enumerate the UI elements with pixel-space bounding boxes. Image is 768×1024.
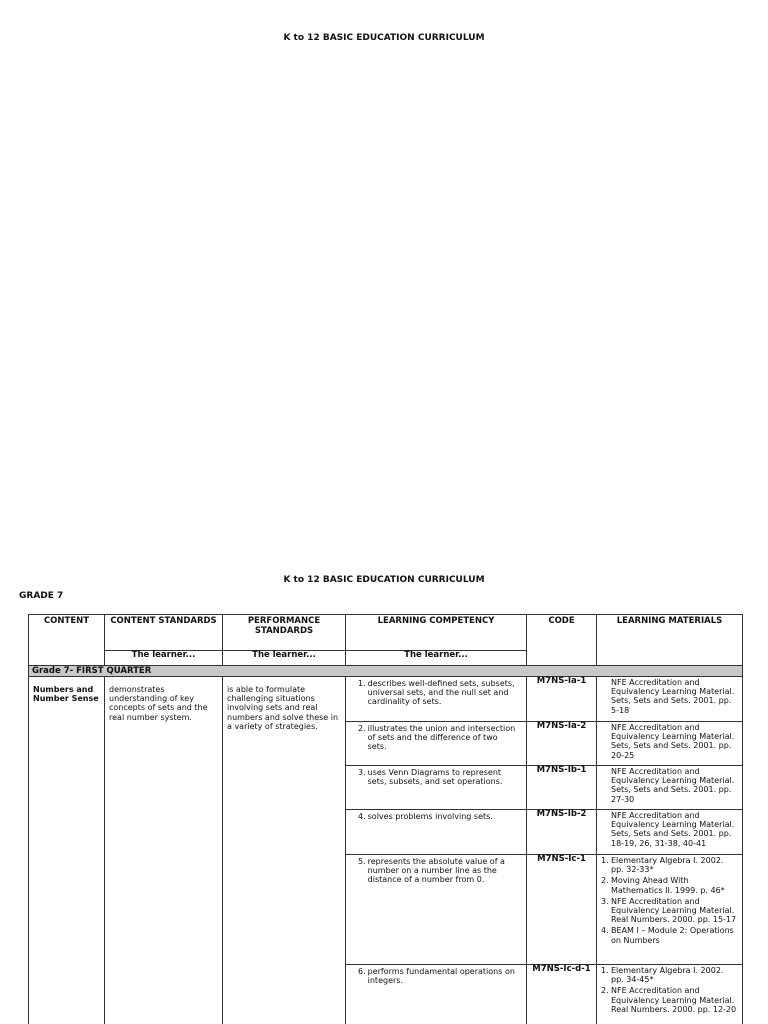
competency-cell: 6. performs fundamental operations on integers. [346,965,527,1024]
table-row [29,677,743,722]
performance-standard-cell: is able to formulate challenging situations involving sets and real numbers and solve these in a variety of strategies. [223,677,346,1024]
competency-cell: 5. represents the absolute value of a number on a number line as the distance of a number from 0. [346,855,527,965]
competency-cell: 1. describes well-defined sets, subsets, universal sets, and the null set and cardinality of sets. [346,677,527,722]
header-learning-materials: LEARNING MATERIALS [597,615,743,666]
code-cell: M7NS-Ic-d-1 [527,965,597,1024]
grade-label: GRADE 7 [19,591,64,601]
code-cell: M7NS-Ib-1 [527,766,597,810]
header-performance-standards: PERFORMANCE STANDARDS [223,615,346,651]
materials-cell: NFE Accreditation and Equivalency Learning Material. Sets, Sets and Sets. 2001. pp. 20-25 [597,722,743,766]
materials-cell [597,855,743,965]
materials-cell [597,965,743,1024]
curriculum-table [28,614,743,1024]
materials-cell: NFE Accreditation and Equivalency Learning Material. Sets, Sets and Sets. 2001. pp. 27-30 [597,766,743,810]
code-cell: M7NS-Ic-1 [527,855,597,965]
competency-cell: 2. illustrates the union and intersection of sets and the difference of two sets. [346,722,527,766]
competency-cell: 3. uses Venn Diagrams to represent sets, subsets, and set operations. [346,766,527,810]
header-learning-competency: LEARNING COMPETENCY [346,615,527,651]
list-item: 2. Moving Ahead With Mathematics II. 1999. p. 46* [601,876,725,895]
code-cell: M7NS-Ia-1 [527,677,597,722]
list-item: 1. Elementary Algebra I. 2002. pp. 34-45* [601,966,724,985]
page-header: K to 12 BASIC EDUCATION CURRICULUM [283,33,485,43]
list-item: 1. Elementary Algebra I. 2002. pp. 32-33* [601,856,724,875]
materials-cell: NFE Accreditation and Equivalency Learning Material. Sets, Sets and Sets. 2001. pp. 5-18 [597,677,743,722]
content-cell: Numbers and Number Sense [29,677,105,1024]
content-standard-cell: demonstrates understanding of key concepts of sets and the real number system. [105,677,223,1024]
materials-cell: NFE Accreditation and Equivalency Learning Material. Sets, Sets and Sets. 2001. pp. 18-19, 26, 31-38, 40-41 [597,810,743,855]
code-cell: M7NS-Ia-2 [527,722,597,766]
page-header: K to 12 BASIC EDUCATION CURRICULUM [283,575,485,585]
quarter-label: Grade 7- FIRST QUARTER [29,666,743,677]
competency-cell: 4. solves problems involving sets. [346,810,527,855]
list-item: 4. BEAM I – Module 2: Operations on Numbers [601,926,734,945]
learner-label: The learner... [223,651,346,666]
code-cell: M7NS-Ib-2 [527,810,597,855]
header-content-standards: CONTENT STANDARDS [105,615,223,651]
list-item: 3. NFE Accreditation and Equivalency Learning Material. Real Numbers. 2000. pp. 15-17 [601,896,737,925]
header-content: CONTENT [29,615,105,666]
learner-label: The learner... [346,651,527,666]
header-code: CODE [527,615,597,666]
list-item: 2. NFE Accreditation and Equivalency Learning Material. Real Numbers. 2000. pp. 12-20 [601,986,737,1014]
learner-label: The learner... [105,651,223,666]
